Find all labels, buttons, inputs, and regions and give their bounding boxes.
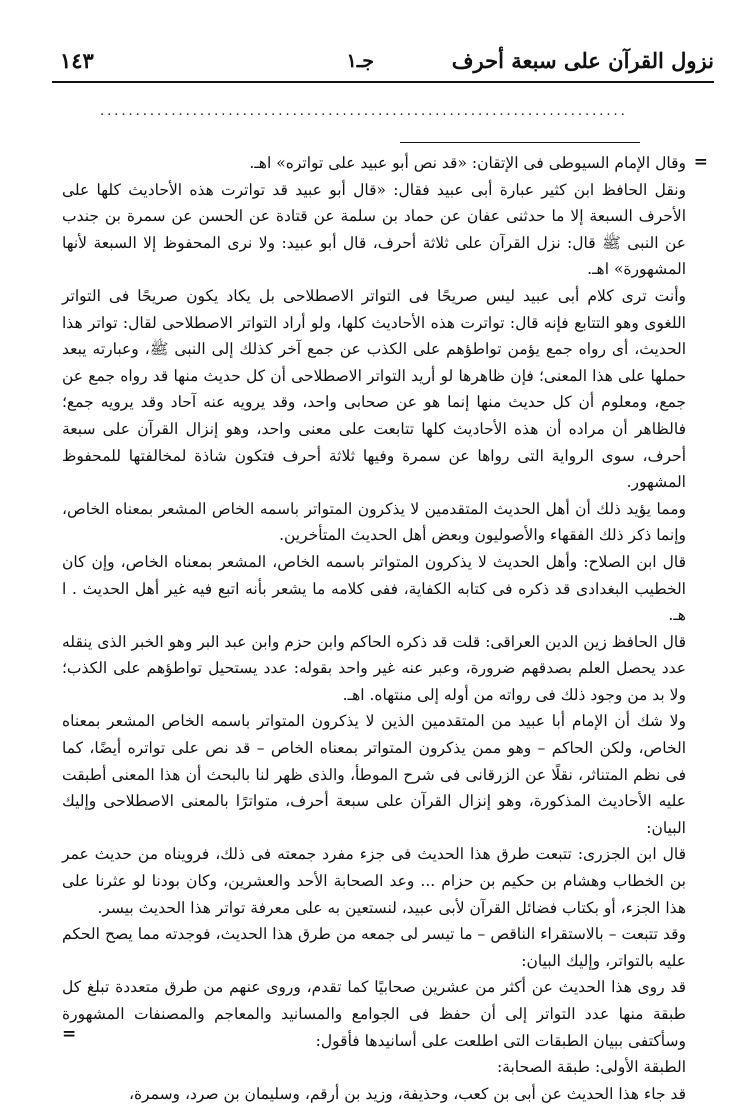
paragraph-2: ونقل الحافظ ابن كثير عبارة أبى عبيد فقال: «قال أبو عبيد قد تواترت هذه الأحاديث كلها على الأحرف السبعة إلا ما حدثنى عفان عن حماد بن سلمة عن قتادة عن الحسن عن سمرة بن جندب عن النبى ﷺ قال: نزل القرآن على ثلاثة أحرف، قال أبو عبيد: ولا نرى المحفوظ إلا السبعة لأنها المشهورة» اهـ.	[62, 180, 686, 279]
book-title: نزول القرآن على سبعة أحرف	[451, 48, 714, 73]
volume-label: جـ١	[346, 50, 374, 72]
section-heading: الطبقة الأولى: طبقة الصحابة:	[496, 1058, 686, 1077]
continuation-mark-bottom: =	[62, 1024, 77, 1044]
paragraph-4: ومما يؤيد ذلك أن أهل الحديث المتقدمين لا يذكرون المتواتر باسمه الخاص المشعر بمعناه الخاص، وإنما ذكر ذلك الفقهاء والأصوليون وبعض أهل الحديث المتأخرين.	[62, 499, 686, 545]
page-number: ١٤٣	[60, 48, 94, 73]
header-rule	[52, 81, 714, 83]
page-header	[50, 48, 714, 78]
paragraph-1: وقال الإمام السيوطى فى الإتقان: «قد نص أبو عبيد على تواتره» اهـ.	[249, 154, 686, 172]
continuation-mark-top: =	[693, 152, 708, 172]
paragraph-5: قال ابن الصلاح: وأهل الحديث لا يذكرون المتواتر باسمه الخاص، المشعر بمعناه الخاص، وإن كان الخطيب البغدادى قد ذكره فى كتابه الكفاية، ففى كلامه ما يشعر بأنه اتبع فيه غير أهل الحديث . ا هـ.	[62, 552, 686, 625]
footnote-rule	[400, 142, 640, 143]
separator-dots: ..........................................................................	[100, 104, 628, 119]
paragraph-10: قد روى هذا الحديث عن أكثر من عشرين صحابيًا كما تقدم، وروى عنهم من طرق متعددة تبلغ كل طبقة منها عدد التواتر إلى أن حفظ فى الجوامع والمسانيد والمعاجم والمصنفات المشهورة وسأكتفى ببيان الطبقات التى اطلعت على أسانيدها فأقول:	[62, 978, 686, 1050]
page-body	[62, 150, 686, 1107]
paragraph-7: ولا شك أن الإمام أبا عبيد من المتقدمين الذين لا يذكرون المتواتر باسمه الخاص المشعر بمعناه الخاص، ولكن الحاكم – وهو ممن يذكرون المتواتر بمعناه الخاص – قد نص على تواتره أيضًا، كما فى نظم المتناثر، نقلًا عن الزرقانى فى شرح الموطأ، والذى ظهر لنا بالبحث أن هذا المعنى أطبقت عليه الأحاديث المذكورة، وهو إنزال القرآن على سبعة أحرف، متواترًا بالمعنى الاصطلاحى وإليك البيان:	[62, 712, 686, 837]
paragraph-3: وأنت ترى كلام أبى عبيد ليس صريحًا فى التواتر الاصطلاحى بل يكاد يكون صريحًا فى التواتر اللغوى وهو التتابع فإنه قال: تواترت هذه الأحاديث كلها، ولو أراد التواتر الاصطلاحى لقال: تواتر هذا الحديث، أى رواه جمع يؤمن تواطؤهم على الكذب عن جمع آخر كذلك إلى النبى ﷺ، وعبارته يبعد حملها على هذا المعنى؛ فإن ظاهرها لو أريد التواتر الاصطلاحى أن كل حديث منها قد رواه جمع عن جمع، ومعلوم أن كل حديث منها إنما هو عن صحابى واحد، وقد يرويه عنه آحاد وقد يرويه جمع؛ فالظاهر أن مراده أن هذه الأحاديث كلها تتابعت على معنى واحد، وهو إنزال القرآن على سبعة أحرف، سوى الرواية التى رواها عن سمرة وفيها ثلاثة أحرف فتكون شاذة لمخالفتها للمحفوظ المشهور.	[62, 286, 686, 492]
paragraph-6: قال الحافظ زين الدين العراقى: قلت قد ذكره الحاكم وابن حزم وابن عبد البر وهو الخبر الذى ينقله عدد يحصل العلم بصدقهم ضرورة، وعبر عنه غير واحد بقوله: عدد يستحيل تواطؤهم على الكذب؛ ولا بد من وجود ذلك فى رواته من أوله إلى منتهاه. اهـ.	[62, 632, 686, 704]
paragraph-12: قد جاء هذا الحديث عن أبى بن كعب، وحذيفة، وزيد بن أرقم، وسليمان بن صرد، وسمرة،	[128, 1084, 686, 1103]
paragraph-8: قال ابن الجزرى: تتبعت طرق هذا الحديث فى جزء مفرد جمعته فى ذلك، فرويناه من حديث عمر بن الخطاب وهشام بن حكيم بن حزام ... وعد الصحابة الأحد والعشرين، وكان بودنا لو عثرنا على هذا الجزء، أو بكتاب فضائل القرآن لأبى عبيد، لنستعين به على معرفة تواتر هذا الحديث بيسر.	[62, 845, 686, 917]
paragraph-9: وقد تتبعت – بالاستقراء الناقص – ما تيسر لى جمعه من طرق هذا الحديث، فوجدته مما يصح الحكم عليه بالتواتر، وإليك البيان:	[62, 925, 686, 970]
